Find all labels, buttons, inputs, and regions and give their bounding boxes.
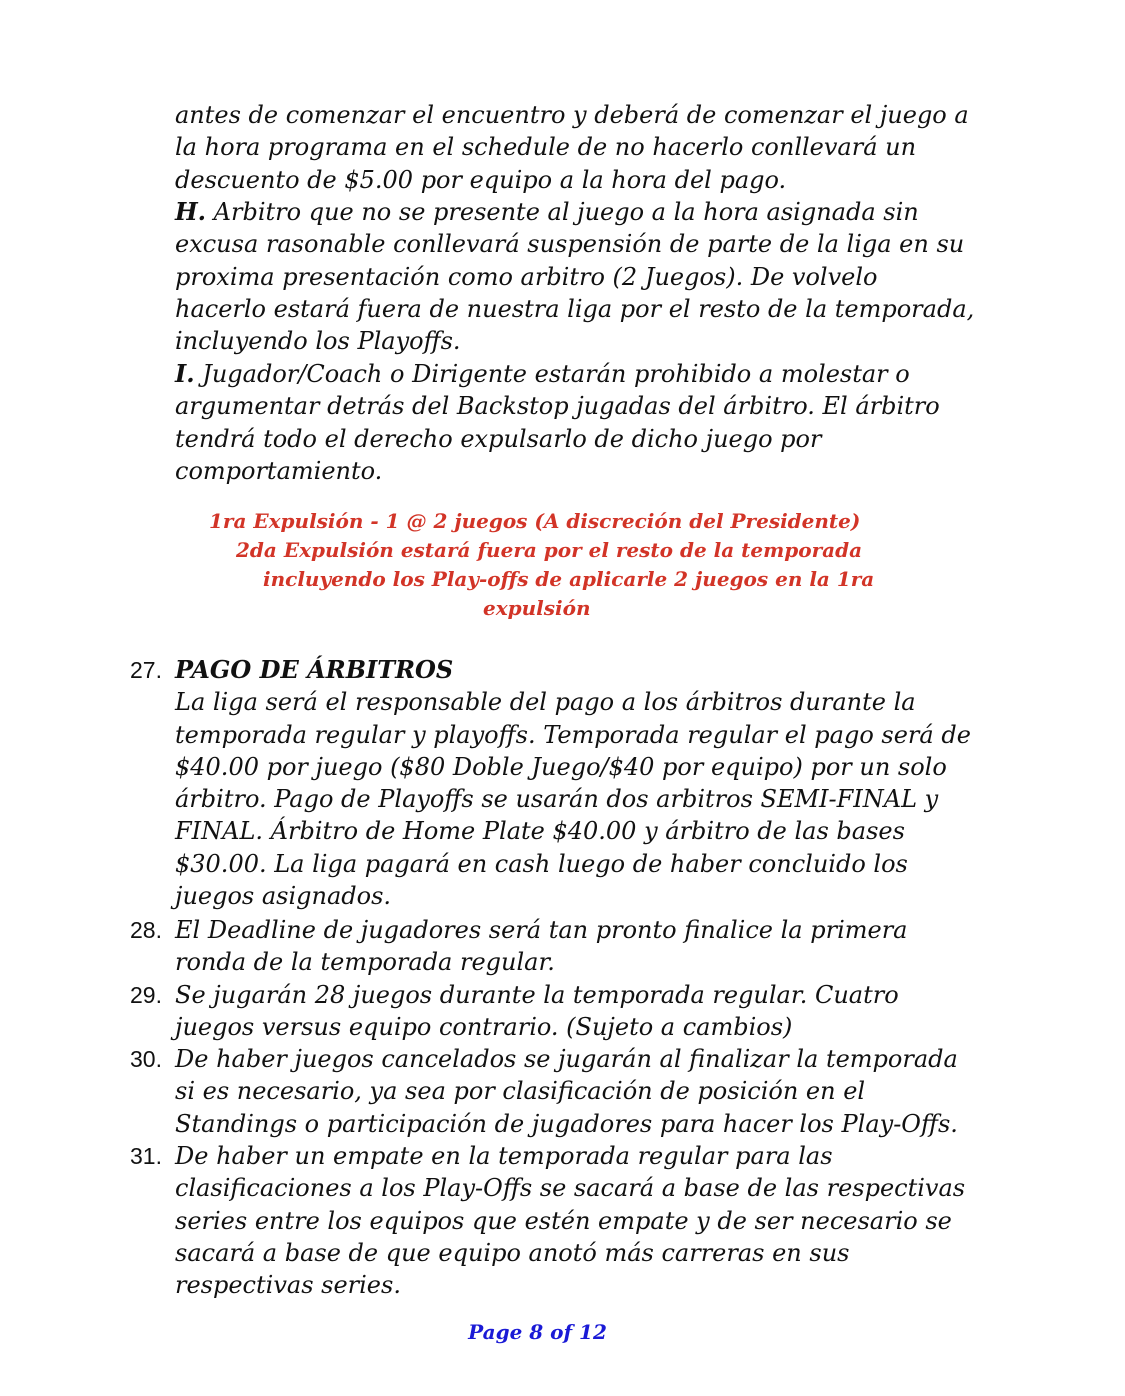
- list-item-text: El Deadline de jugadores será tan pronto finalice la primera ronda de la temporada regular.: [175, 916, 908, 977]
- list-item-text: De haber un empate en la temporada regular para las clasificaciones a los Play-Offs se sacará a base de las respectivas series entre los equipos que estén empate y de ser necesario se sacará a base de que equipo anotó más carreras en sus respectivas series.: [175, 1142, 966, 1300]
- paragraph-i-text: Jugador/Coach o Dirigente estarán prohibido a molestar o argumentar detrás del Backstop jugadas del árbitro. El árbitro tendrá todo el derecho expulsarlo de dicho juego por comportamiento.: [175, 360, 940, 485]
- list-item-number: 31.: [130, 1143, 162, 1169]
- section-heading-pago-de-arbitros: PAGO DE ÁRBITROS: [175, 655, 454, 684]
- paragraph-i-label: I.: [175, 359, 195, 388]
- list-item-text: Se jugarán 28 juegos durante la temporada regular. Cuatro juegos versus equipo contrario. (Sujeto a cambios): [175, 981, 899, 1042]
- paragraph-h: [175, 196, 975, 357]
- list-item-31: [130, 1140, 980, 1301]
- paragraph-h-text: Arbitro que no se presente al juego a la hora asignada sin excusa rasonable conllevará suspensión de parte de la liga en su proxima presentación como arbitro (2 Juegos). De volvelo hacerlo estará fuera de nuestra liga por el resto de la temporada, incluyendo los Playoffs.: [175, 198, 975, 356]
- paragraph-h-label: H.: [175, 197, 207, 226]
- list-item-27: [130, 654, 980, 912]
- list-item-number: 29.: [130, 982, 162, 1008]
- list-item-number: 28.: [130, 917, 162, 943]
- list-item-text: De haber juegos cancelados se jugarán al finalizar la temporada si es necesario, ya sea por clasificación de posición en el Standings o participación de jugadores para hacer los Play-Offs.: [175, 1045, 958, 1138]
- list-item-number: 30.: [130, 1046, 162, 1072]
- expulsion-notice-line-1: 1ra Expulsión - 1 @ 2 juegos (A discreción del Presidente): [209, 509, 861, 533]
- expulsion-notice-line-2: 2da Expulsión estará fuera por el resto de la temporada: [236, 538, 863, 562]
- page-number-footer: Page 8 of 12: [468, 1320, 607, 1344]
- expulsion-notice-line-4: expulsión: [483, 596, 591, 620]
- list-item-29: [130, 979, 980, 1044]
- list-item-30: [130, 1043, 980, 1140]
- list-item-text: La liga será el responsable del pago a los árbitros durante la temporada regular y playoffs. Temporada regular el pago será de $40.00 por juego ($80 Doble Juego/$40 por equipo) por un solo árbitro. Pago de Playoffs se usarán dos arbitros SEMI-FINAL y FINAL. Árbitro de Home Plate $40.00 y árbitro de las bases $30.00. La liga pagará en cash luego de haber concluido los juegos asignados.: [175, 688, 971, 911]
- list-item-28: [130, 914, 980, 979]
- expulsion-notice-line-3: incluyendo los Play-offs de aplicarle 2 juegos en la 1ra: [263, 567, 875, 591]
- list-item-number: 27.: [130, 657, 162, 683]
- paragraph-continued: antes de comenzar el encuentro y deberá de comenzar el juego a la hora programa en el schedule de no hacerlo conllevará un descuento de $5.00 por equipo a la hora del pago.: [175, 101, 969, 194]
- paragraph-i: [175, 358, 975, 487]
